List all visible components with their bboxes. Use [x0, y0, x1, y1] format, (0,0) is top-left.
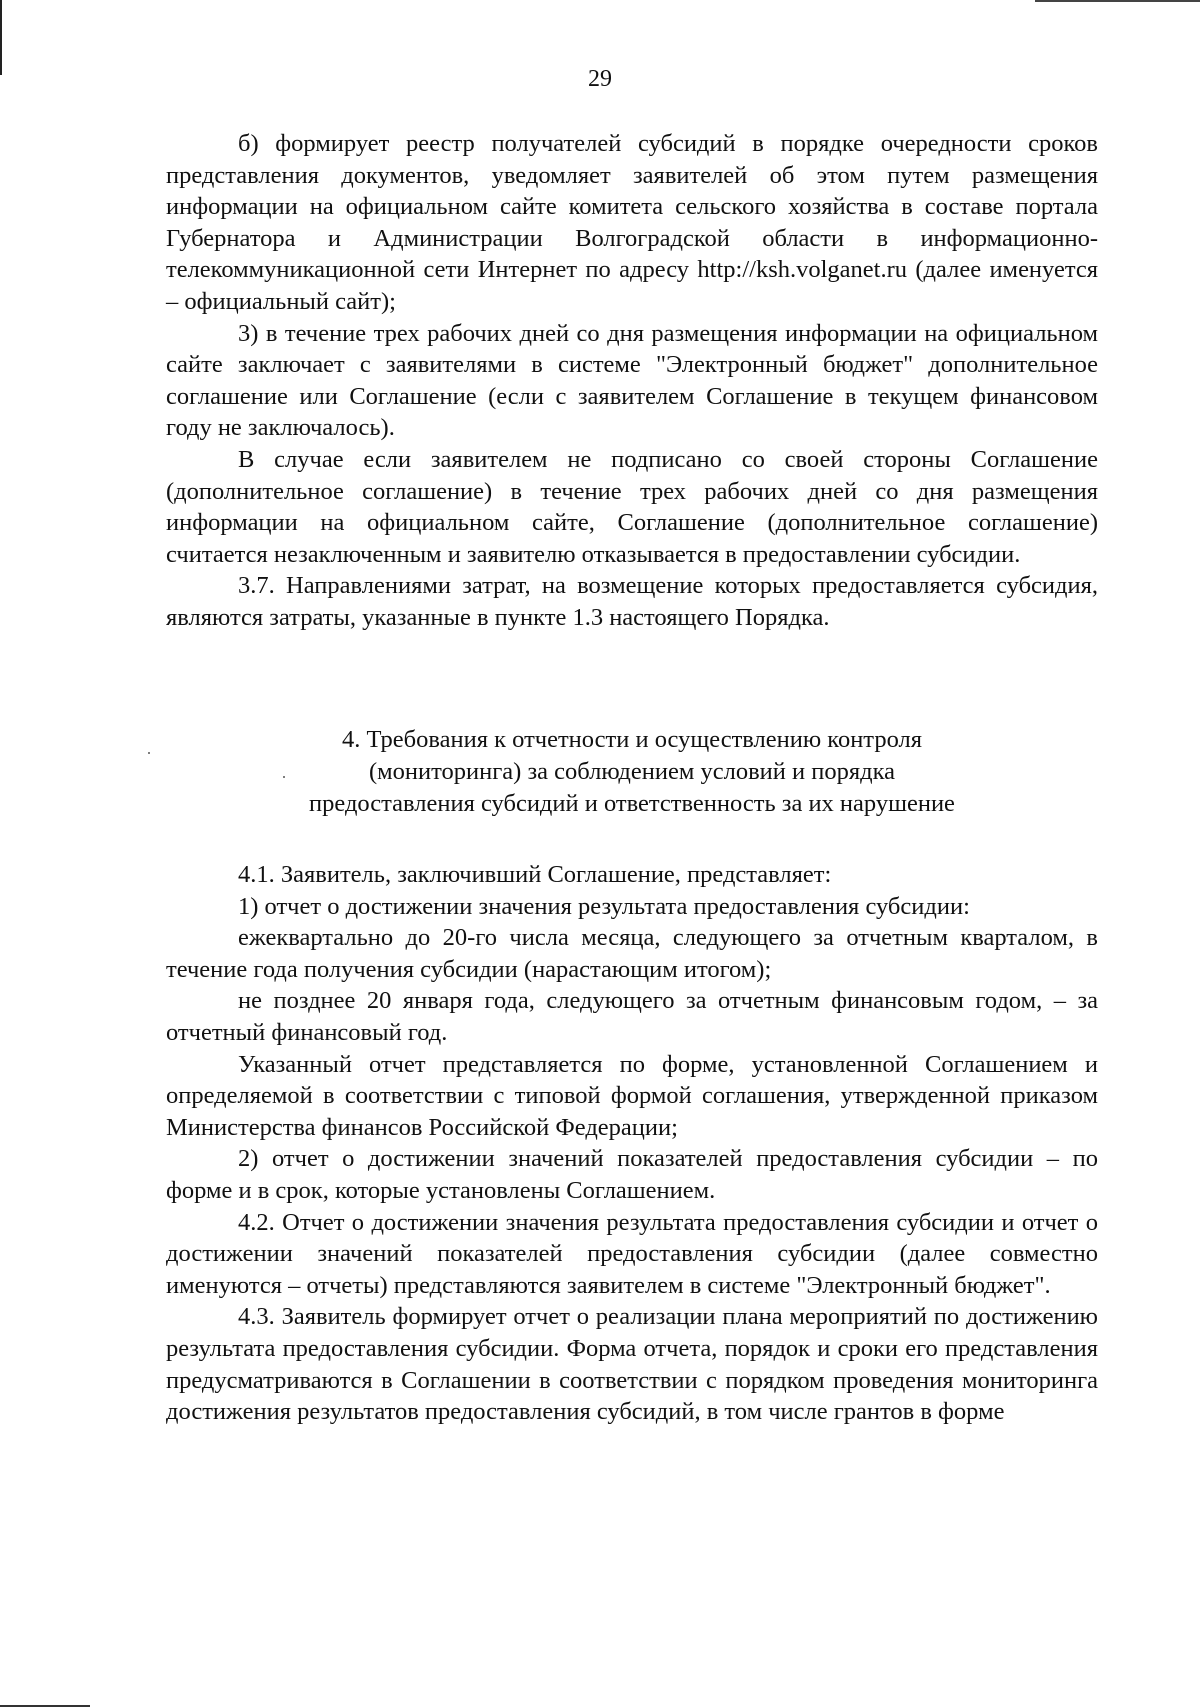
- scan-edge-top: [1035, 0, 1200, 2]
- paragraph-3-7: 3.7. Направлениями затрат, на возмещение которых предоставляется субсидия, являются затраты, указанные в пункте 1.3 настоящего Порядка.: [166, 572, 1098, 631]
- paragraph-4-1: 4.1. Заявитель, заключивший Соглашение, представляет:: [238, 861, 832, 888]
- text-block-2: [166, 859, 1098, 1428]
- paragraph-4-2: 4.2. Отчет о достижении значения результата предоставления субсидии и отчет о достижении значений показателей предоставления субсидии (далее совместно именуются – отчеты) представляются заявителем в системе "Электронный бюджет".: [166, 1208, 1098, 1299]
- page-number: 29: [588, 66, 612, 92]
- paragraph-report-indicators: 2) отчет о достижении значений показателей предоставления субсидии – по форме и в срок, которые установлены Соглашением.: [166, 1145, 1098, 1204]
- paragraph-annual: не позднее 20 января года, следующего за отчетным финансовым годом, – за отчетный финансовый год.: [166, 987, 1098, 1046]
- paragraph-registry: б) формирует реестр получателей субсидий в порядке очередности сроков представления документов, уведомляет заявителей об этом путем размещения информации на официальном сайте комитета сельского хозяйства в составе портала Губернатора и Администрации Волгоградской области в информационно-телекоммуникационной сети Интернет по адресу http://ksh.volganet.ru (далее именуется – официальный сайт);: [166, 130, 1098, 315]
- text-block-1: [166, 128, 1098, 634]
- heading-line: 4. Требования к отчетности и осуществлению контроля: [342, 726, 922, 753]
- paragraph-report-form: Указанный отчет представляется по форме, установленной Соглашением и определяемой в соответствии с типовой формой соглашения, утвержденной приказом Министерства финансов Российской Федерации;: [166, 1050, 1098, 1141]
- paragraph-quarterly: ежеквартально до 20-го числа месяца, следующего за отчетным кварталом, в течение года получения субсидии (нарастающим итогом);: [166, 924, 1098, 983]
- scan-speck: [148, 752, 150, 754]
- paragraph-4-3: 4.3. Заявитель формирует отчет о реализации плана мероприятий по достижению результата предоставления субсидии. Форма отчета, порядок и сроки его представления предусматриваются в Соглашении в соответствии с порядком проведения мониторинга достижения результатов предоставления субсидий, в том числе грантов в форме: [166, 1303, 1098, 1426]
- heading-line: предоставления субсидий и ответственность за их нарушение: [309, 790, 955, 817]
- heading-line: (мониторинга) за соблюдением условий и порядка: [369, 758, 895, 785]
- paragraph-agreement: 3) в течение трех рабочих дней со дня размещения информации на официальном сайте заключает с заявителями в системе "Электронный бюджет" дополнительное соглашение или Соглашение (если с заявителем Соглашение в текущем финансовом году не заключалось).: [166, 319, 1098, 442]
- section-4-heading: [166, 724, 1098, 820]
- paragraph-report-result: 1) отчет о достижении значения результата предоставления субсидии:: [238, 892, 970, 920]
- paragraph-unsigned: В случае если заявителем не подписано со своей стороны Соглашение (дополнительное соглашение) в течение трех рабочих дней со дня размещения информации на официальном сайте, Соглашение (дополнительное соглашение) считается незаключенным и заявителю отказывается в предоставлении субсидии.: [166, 445, 1098, 568]
